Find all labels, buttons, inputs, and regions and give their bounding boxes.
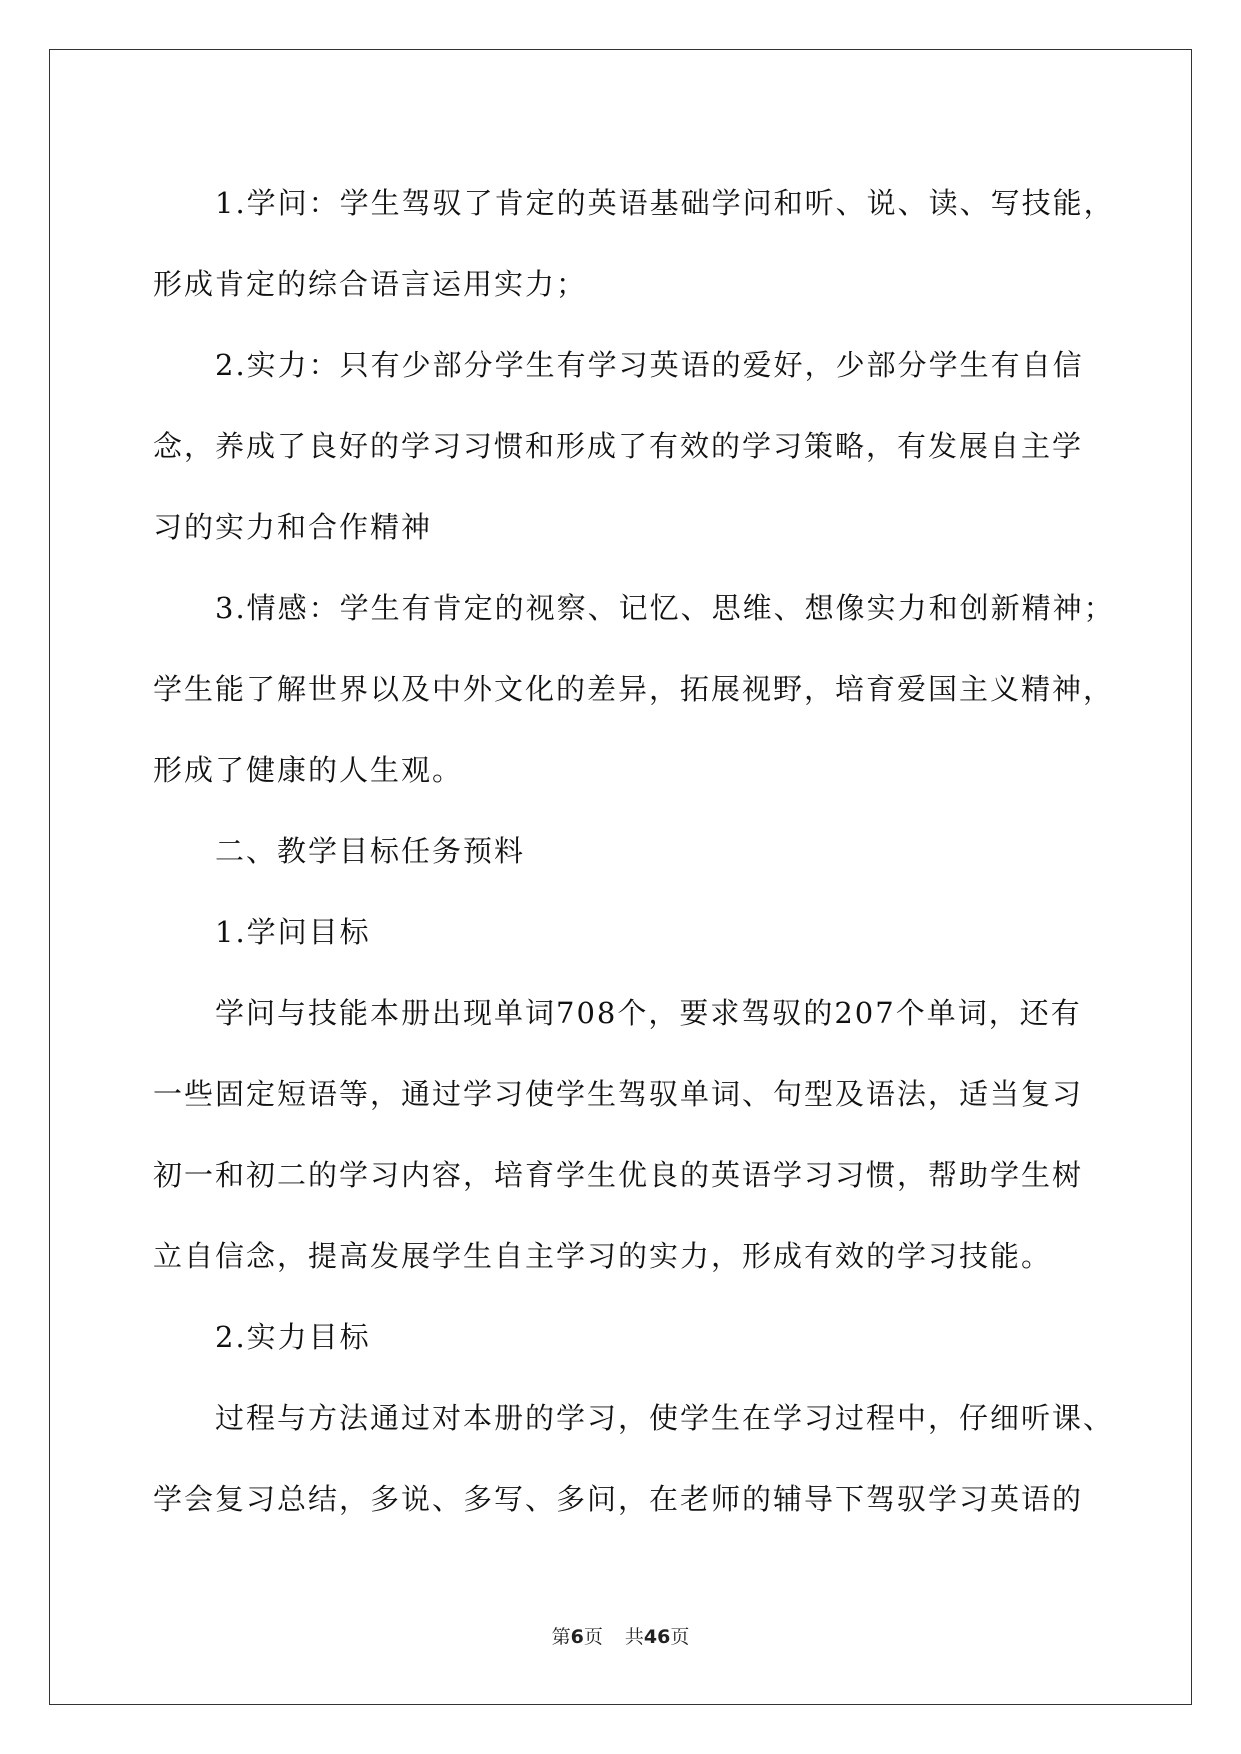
subsection-heading: 2.实力目标	[215, 1320, 371, 1354]
paragraph-line: 念，养成了良好的学习习惯和形成了有效的学习策略，有发展自主学	[153, 429, 1084, 463]
total-pages: 46	[643, 1626, 671, 1648]
page-footer	[0, 1622, 1241, 1649]
subsection-heading: 1.学问目标	[215, 915, 371, 949]
page-number: 6	[570, 1626, 584, 1648]
paragraph-line: 过程与方法通过对本册的学习，使学生在学习过程中，仔细听课、	[215, 1401, 1115, 1435]
paragraph-line: 1.学问：学生驾驭了肯定的英语基础学问和听、说、读、写技能，	[215, 186, 1115, 220]
paragraph-line: 立自信念，提高发展学生自主学习的实力，形成有效的学习技能。	[153, 1239, 1053, 1273]
paragraph-line: 学生能了解世界以及中外文化的差异，拓展视野，培育爱国主义精神，	[153, 672, 1115, 706]
section-heading: 二、教学目标任务预料	[215, 834, 526, 868]
page-prefix: 第	[551, 1626, 571, 1648]
paragraph-line: 学会复习总结，多说、多写、多问，在老师的辅导下驾驭学习英语的	[153, 1482, 1084, 1516]
page-suffix: 页	[583, 1626, 603, 1648]
paragraph-line: 形成了健康的人生观。	[153, 753, 464, 787]
total-prefix: 共	[624, 1626, 644, 1648]
paragraph-line: 习的实力和合作精神	[153, 510, 433, 544]
paragraph-line: 初一和初二的学习内容，培育学生优良的英语学习习惯，帮助学生树	[153, 1158, 1084, 1192]
document-body	[153, 163, 1115, 1540]
paragraph-line: 学问与技能本册出现单词708个，要求驾驭的207个单词，还有	[215, 996, 1082, 1030]
paragraph-line: 一些固定短语等，通过学习使学生驾驭单词、句型及语法，适当复习	[153, 1077, 1084, 1111]
paragraph-line: 2.实力：只有少部分学生有学习英语的爱好，少部分学生有自信	[215, 348, 1084, 382]
total-suffix: 页	[670, 1626, 690, 1648]
paragraph-line: 形成肯定的综合语言运用实力；	[153, 267, 588, 301]
paragraph-line: 3.情感：学生有肯定的视察、记忆、思维、想像实力和创新精神；	[215, 591, 1115, 625]
